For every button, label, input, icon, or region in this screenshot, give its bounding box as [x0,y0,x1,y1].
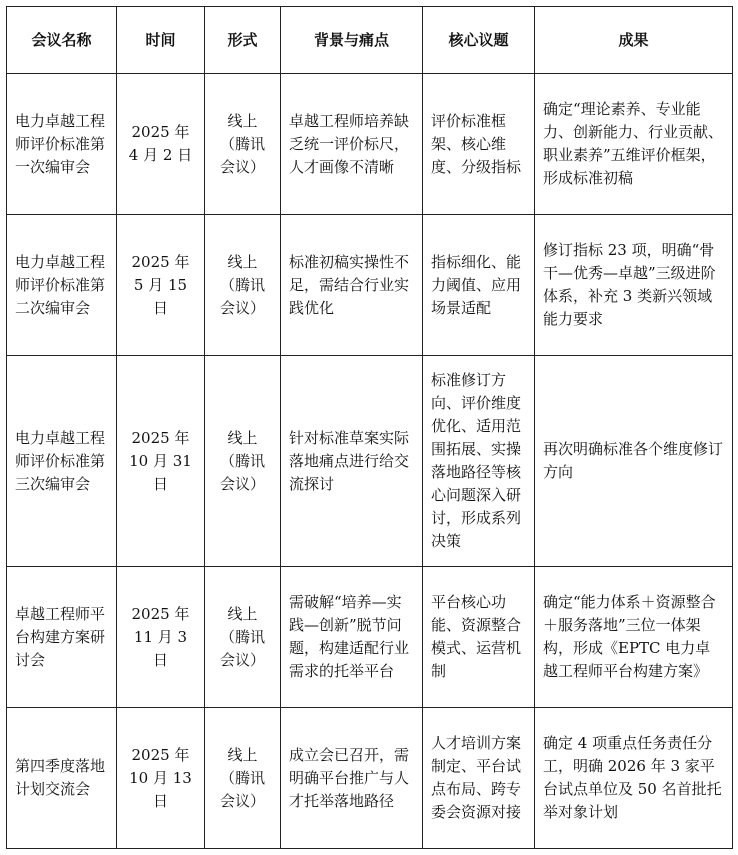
cell-core-topic: 指标细化、能力阈值、应用场景适配 [423,215,535,356]
document-page [6,6,733,849]
header-core-topic: 核心议题 [423,7,535,74]
table-row [7,708,733,849]
cell-core-topic: 标准修订方向、评价维度优化、适用范围拓展、实操落地路径等核心问题深入研讨，形成系列决策 [423,356,535,567]
cell-core-topic: 人才培训方案制定、平台试点布局、跨专委会资源对接 [423,708,535,849]
cell-background: 标准初稿实操性不足，需结合行业实践优化 [281,215,423,356]
header-format: 形式 [205,7,281,74]
table-header-row [7,7,733,74]
header-result: 成果 [535,7,733,74]
table-row [7,215,733,356]
cell-background: 需破解“培养—实践—创新”脱节问题，构建适配行业需求的托举平台 [281,567,423,708]
table-row [7,567,733,708]
cell-format: 线上（腾讯会议） [205,567,281,708]
cell-meeting-name: 第四季度落地计划交流会 [7,708,117,849]
cell-meeting-name: 电力卓越工程师评价标准第三次编审会 [7,356,117,567]
cell-time: 2025 年 10 月 31 日 [117,356,205,567]
cell-meeting-name: 卓越工程师平台构建方案研讨会 [7,567,117,708]
table-row [7,74,733,215]
cell-background: 针对标准草案实际落地痛点进行给交流探讨 [281,356,423,567]
header-meeting-name: 会议名称 [7,7,117,74]
header-time: 时间 [117,7,205,74]
cell-core-topic: 评价标准框架、核心维度、分级指标 [423,74,535,215]
cell-time: 2025 年 5 月 15 日 [117,215,205,356]
cell-time: 2025 年 10 月 13 日 [117,708,205,849]
cell-format: 线上（腾讯会议） [205,215,281,356]
cell-format: 线上（腾讯会议） [205,708,281,849]
cell-background: 卓越工程师培养缺乏统一评价标尺，人才画像不清晰 [281,74,423,215]
cell-time: 2025 年 4 月 2 日 [117,74,205,215]
cell-result: 确定“理论素养、专业能力、创新能力、行业贡献、职业素养”五维评价框架，形成标准初稿 [535,74,733,215]
cell-meeting-name: 电力卓越工程师评价标准第二次编审会 [7,215,117,356]
cell-time: 2025 年 11 月 3 日 [117,567,205,708]
cell-meeting-name: 电力卓越工程师评价标准第一次编审会 [7,74,117,215]
cell-background: 成立会已召开，需明确平台推广与人才托举落地路径 [281,708,423,849]
meeting-table [6,6,733,849]
cell-result: 确定 4 项重点任务责任分工，明确 2026 年 3 家平台试点单位及 50 名首批托举对象计划 [535,708,733,849]
cell-result: 确定“能力体系＋资源整合＋服务落地”三位一体架构，形成《EPTC 电力卓越工程师平台构建方案》 [535,567,733,708]
cell-format: 线上（腾讯会议） [205,74,281,215]
cell-core-topic: 平台核心功能、资源整合模式、运营机制 [423,567,535,708]
cell-result: 再次明确标准各个维度修订方向 [535,356,733,567]
table-row [7,356,733,567]
cell-format: 线上（腾讯会议） [205,356,281,567]
cell-result: 修订指标 23 项，明确“骨干—优秀—卓越”三级进阶体系，补充 3 类新兴领域能力要求 [535,215,733,356]
header-background: 背景与痛点 [281,7,423,74]
